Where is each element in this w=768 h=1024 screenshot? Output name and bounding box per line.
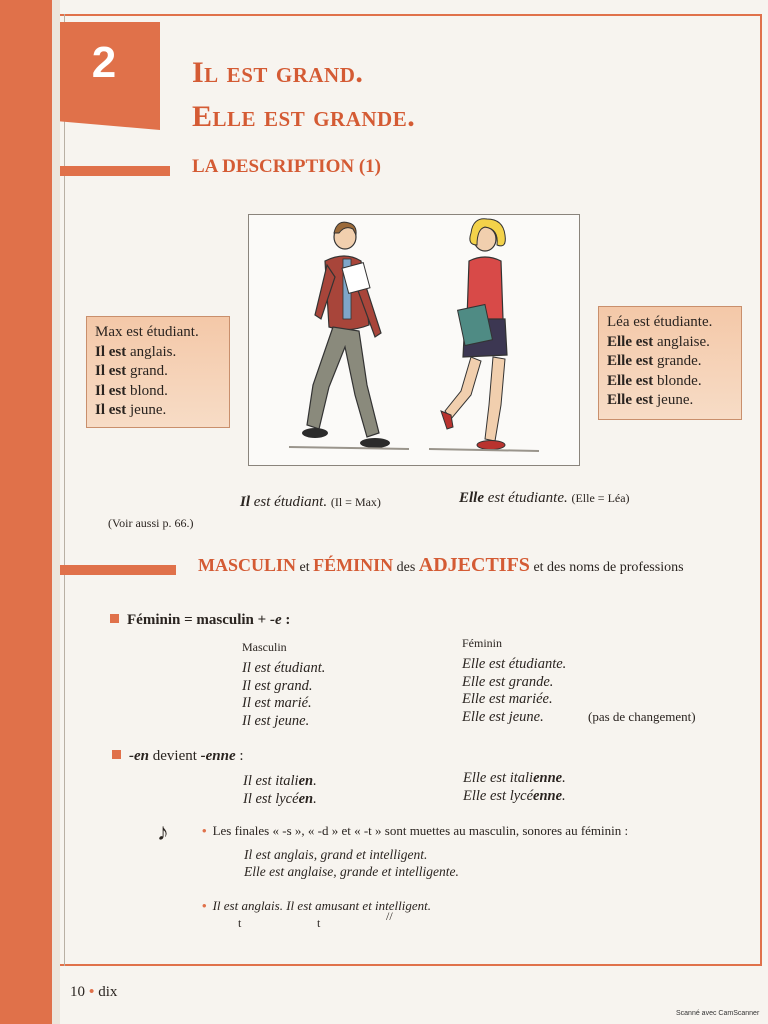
subtitle-bar	[60, 166, 170, 176]
rule-fem-colon: :	[281, 612, 291, 628]
caption-max	[240, 494, 381, 511]
section-word-masculin: MASCULIN	[198, 555, 297, 575]
box-lea-line	[607, 352, 733, 372]
chapter-title-line-1: Il est grand.	[192, 56, 364, 89]
list-item	[243, 791, 317, 809]
box-max-line	[95, 382, 221, 402]
bullet-dot-icon: •	[89, 984, 95, 1000]
example-ending: en	[298, 773, 314, 789]
box-max-line	[95, 343, 221, 363]
list-item: Il est jeune.	[242, 712, 310, 729]
bullet-dot-icon: •	[202, 898, 207, 913]
liaison-mark: t	[317, 916, 321, 930]
page-number-word: dix	[98, 984, 118, 1000]
caption-max-text: est étudiant.	[250, 494, 328, 510]
liaison-note-text: Il est anglais. Il est amusant et intelligent.	[212, 898, 432, 913]
lea-figure	[429, 219, 539, 451]
section-word-et: et	[299, 560, 310, 575]
caption-lea-text: est étudiante.	[484, 490, 568, 506]
rule-en-suffix: -enne	[200, 748, 236, 764]
rule-fem-suffix: -e	[269, 612, 282, 628]
list-item: Il est grand.	[242, 677, 313, 694]
liaison-note	[202, 898, 431, 914]
column-header-masculin: Masculin	[242, 640, 287, 654]
example-stem: Elle est lycé	[463, 787, 534, 804]
walking-people-drawing	[249, 215, 579, 465]
en-masculine-examples	[243, 773, 317, 808]
caption-lea-subject: Elle	[459, 490, 484, 506]
rule-fem-label: Féminin = masculin +	[127, 612, 270, 628]
box-max-text: jeune.	[126, 402, 167, 418]
rule-en-enne	[112, 748, 244, 765]
rule-feminine-plus-e	[110, 612, 290, 629]
frame-top-line	[60, 14, 762, 16]
description-box-max	[86, 316, 230, 428]
list-item: Elle est étudiante.	[462, 656, 567, 672]
box-lea-line	[607, 372, 733, 392]
list-item: Il est étudiant.	[242, 660, 326, 676]
bullet-dot-icon: •	[202, 823, 207, 838]
section-bar	[60, 565, 176, 575]
box-max-bold: Il est	[95, 343, 127, 360]
chapter-subtitle: LA DESCRIPTION (1)	[192, 156, 381, 177]
feminine-examples	[462, 656, 566, 726]
rule-en-colon: :	[235, 748, 244, 764]
example-period: .	[313, 790, 317, 807]
rule-en-prefix: -en	[129, 748, 149, 764]
box-max-line	[95, 323, 221, 343]
page-gutter	[52, 0, 60, 1024]
box-lea-bold: Elle est	[607, 372, 654, 389]
caption-lea-note: (Elle = Léa)	[571, 491, 630, 505]
example-stem: Il est itali	[243, 773, 299, 789]
max-figure	[289, 222, 409, 449]
box-lea-text: grande.	[653, 353, 702, 369]
box-max-text: Max est étudiant.	[95, 324, 199, 340]
description-box-lea	[598, 306, 742, 420]
caption-max-subject: Il	[240, 494, 251, 510]
caption-lea	[459, 490, 630, 507]
box-lea-text: anglaise.	[653, 333, 710, 350]
example-ending: en	[298, 790, 314, 807]
masculine-examples	[242, 660, 325, 730]
box-max-bold: Il est	[95, 402, 127, 418]
box-max-bold: Il est	[95, 363, 127, 379]
see-also-reference: (Voir aussi p. 66.)	[108, 516, 194, 530]
box-max-text: anglais.	[126, 343, 177, 360]
section-word-feminin: FÉMININ	[313, 555, 394, 575]
example-stem: Il est lycé	[243, 790, 299, 807]
example-ending: enne	[533, 787, 563, 804]
list-item	[243, 773, 317, 791]
box-lea-text: Léa est étudiante.	[607, 314, 713, 330]
list-item	[463, 788, 566, 806]
example-period: .	[313, 773, 317, 789]
rule-en-middle: devient	[149, 748, 201, 764]
list-item: Elle est mariée.	[462, 691, 553, 707]
box-max-text: blond.	[126, 382, 168, 399]
box-max-line	[95, 401, 221, 421]
frame-left-line	[64, 14, 65, 966]
example-stem: Elle est itali	[463, 770, 534, 786]
pronunciation-examples	[244, 846, 459, 880]
section-word-rest: et des noms de professions	[533, 560, 684, 575]
example-ending: enne	[533, 770, 563, 786]
box-max-text: grand.	[126, 363, 168, 379]
list-item: Elle est jeune.	[462, 708, 544, 725]
music-note-icon: ♪	[157, 820, 169, 846]
section-title	[198, 554, 684, 577]
box-lea-bold: Elle est	[607, 353, 654, 369]
chapter-title-line-2: Elle est grande.	[192, 100, 416, 133]
no-change-note: (pas de changement)	[588, 709, 696, 724]
caption-max-note: (Il = Max)	[330, 495, 381, 509]
scanner-watermark: Scanné avec CamScanner	[676, 1010, 760, 1017]
section-word-adjectifs: ADJECTIFS	[418, 554, 530, 576]
box-lea-bold: Elle est	[607, 333, 654, 350]
pronunciation-note-text: Les finales « -s », « -d » et « -t » sont muettes au masculin, sonores au féminin :	[212, 823, 629, 838]
example-period: .	[562, 787, 566, 804]
box-lea-text: jeune.	[653, 392, 694, 408]
illustration-max-and-lea	[248, 214, 580, 466]
box-lea-line	[607, 313, 733, 333]
list-item	[463, 770, 566, 788]
left-color-band	[0, 0, 52, 1024]
pronunciation-note	[202, 823, 628, 839]
bullet-square-icon	[112, 750, 121, 759]
box-max-line	[95, 362, 221, 382]
column-header-feminin: Féminin	[462, 636, 503, 650]
box-lea-line	[607, 391, 733, 411]
box-max-bold: Il est	[95, 382, 127, 399]
en-feminine-examples	[463, 770, 566, 805]
page-number	[70, 984, 117, 1001]
page-number-digits: 10	[70, 984, 85, 1000]
example-line: Il est anglais, grand et intelligent.	[244, 847, 428, 862]
bullet-square-icon	[110, 614, 119, 623]
section-word-des: des	[396, 560, 416, 575]
liaison-mark: t	[238, 916, 242, 930]
chapter-number: 2	[91, 38, 117, 87]
example-period: .	[562, 770, 566, 786]
box-lea-text: blonde.	[653, 372, 702, 389]
list-item: Il est marié.	[242, 695, 312, 711]
no-liaison-mark: //	[386, 909, 393, 923]
example-line: Elle est anglaise, grande et intelligente.	[244, 864, 459, 879]
frame-right-line	[760, 14, 762, 966]
box-lea-bold: Elle est	[607, 392, 654, 408]
frame-bottom-line	[60, 964, 762, 966]
list-item: Elle est grande.	[462, 673, 554, 690]
box-lea-line	[607, 333, 733, 353]
